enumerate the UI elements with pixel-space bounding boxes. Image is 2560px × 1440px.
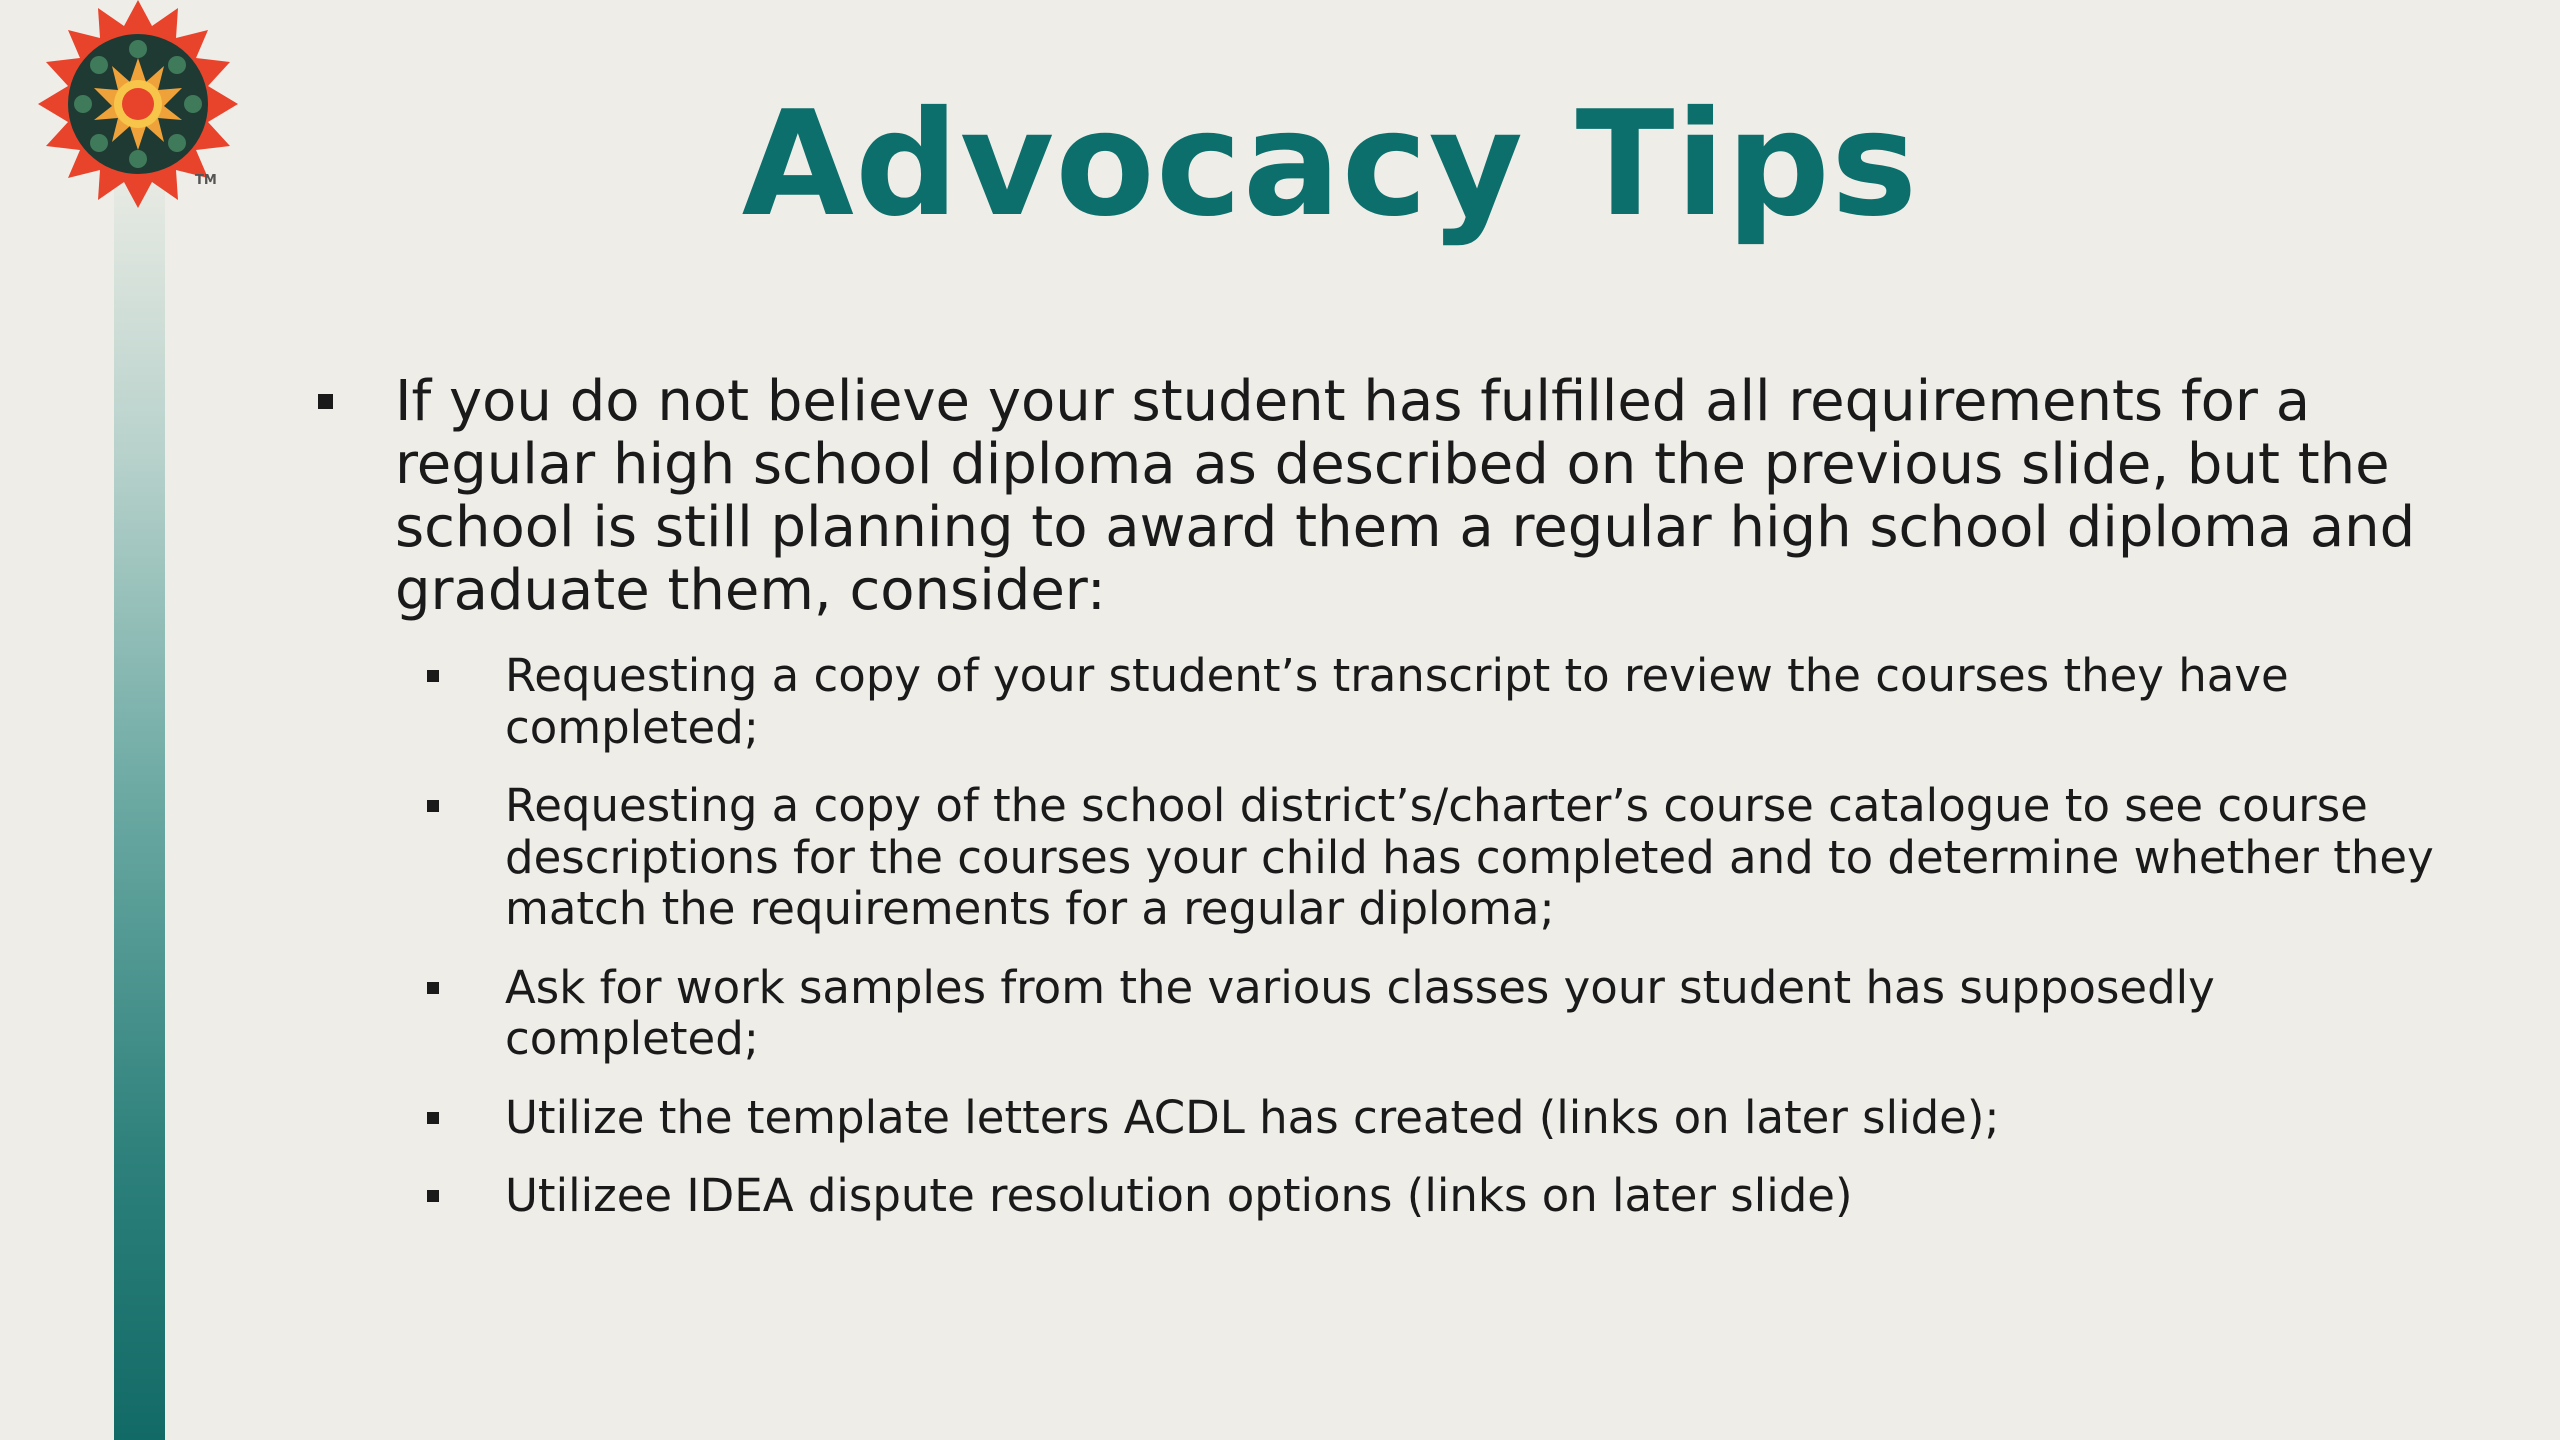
square-bullet-icon [427, 982, 439, 994]
square-bullet-icon [427, 1190, 439, 1202]
list-item [505, 1170, 2465, 1222]
list-item-text: Requesting a copy of your student’s transcript to review the courses they have completed; [505, 649, 2289, 754]
decorative-side-bar [114, 170, 165, 1440]
slide-title: Advocacy Tips [741, 80, 1919, 249]
list-item-text: Utilizee IDEA dispute resolution options (links on later slide) [505, 1169, 1853, 1222]
list-item-text: Utilize the template letters ACDL has created (links on later slide); [505, 1090, 2000, 1144]
list-item [505, 780, 2465, 935]
square-bullet-icon [427, 670, 439, 682]
list-item [505, 962, 2465, 1065]
list-item [505, 650, 2465, 753]
list-item [505, 1092, 2465, 1144]
list-item-text: Requesting a copy of the school district’s/charter’s course catalogue to see course descriptions for the courses your child has completed and to determine whether they match the requirements for a regular diploma; [505, 779, 2434, 935]
square-bullet-icon [427, 1112, 439, 1124]
list-item-text: Ask for work samples from the various classes your student has supposedly completed; [505, 960, 2215, 1065]
sub-bullet-list [505, 650, 2465, 1249]
main-bullet-text: If you do not believe your student has fulfilled all requirements for a regular high school diploma as described on the previous slide, but the school is still planning to award them a regular high school diploma and graduate them, consider: [395, 369, 2416, 623]
square-bullet-icon [427, 800, 439, 812]
trademark-mark: TM [195, 173, 217, 188]
square-bullet-icon [318, 394, 333, 409]
